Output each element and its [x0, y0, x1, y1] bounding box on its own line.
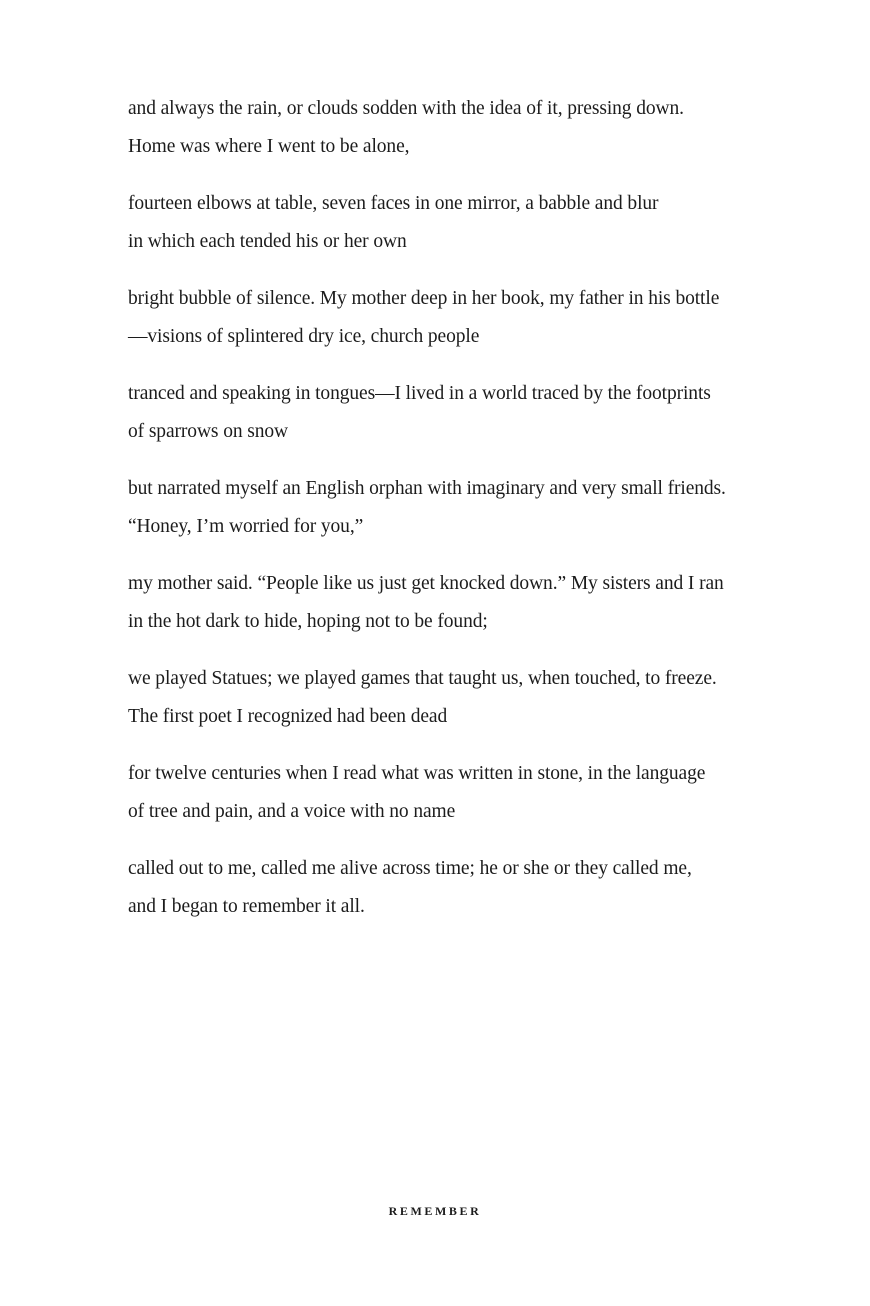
poem-line: —visions of splintered dry ice, church people — [128, 326, 480, 347]
poem-line: “Honey, I’m worried for you,” — [128, 516, 364, 537]
poem-line: in which each tended his or her own — [128, 231, 407, 252]
stanza — [128, 755, 768, 831]
poem-line: but narrated myself an English orphan with imaginary and very small friends. — [128, 478, 726, 499]
stanza — [128, 375, 768, 451]
poem-line: for twelve centuries when I read what was written in stone, in the language — [128, 763, 706, 784]
poem-line: called out to me, called me alive across time; he or she or they called me, — [128, 858, 692, 879]
poem-line: my mother said. “People like us just get knocked down.” My sisters and I ran — [128, 573, 724, 594]
poem-line: bright bubble of silence. My mother deep in her book, my father in his bottle — [128, 288, 720, 309]
poem-line: Home was where I went to be alone, — [128, 136, 410, 157]
stanza — [128, 470, 768, 546]
poem-line: of tree and pain, and a voice with no name — [128, 801, 456, 822]
running-footer-title: REMEMBER — [388, 1204, 482, 1218]
stanza — [128, 850, 768, 926]
stanza — [128, 90, 768, 166]
poem-line: we played Statues; we played games that taught us, when touched, to freeze. — [128, 668, 717, 689]
poem-line: fourteen elbows at table, seven faces in one mirror, a babble and blur — [128, 193, 659, 214]
stanza — [128, 660, 768, 736]
poem-line: in the hot dark to hide, hoping not to be found; — [128, 611, 488, 632]
poem-line: of sparrows on snow — [128, 421, 289, 442]
poem-line: tranced and speaking in tongues—I lived in a world traced by the footprints — [128, 383, 711, 404]
poem-line: and always the rain, or clouds sodden with the idea of it, pressing down. — [128, 98, 684, 119]
stanza — [128, 185, 768, 261]
poem-line: The first poet I recognized had been dead — [128, 706, 448, 727]
poem-line: and I began to remember it all. — [128, 896, 365, 917]
poem-body — [128, 90, 768, 945]
stanza — [128, 280, 768, 356]
stanza — [128, 565, 768, 641]
